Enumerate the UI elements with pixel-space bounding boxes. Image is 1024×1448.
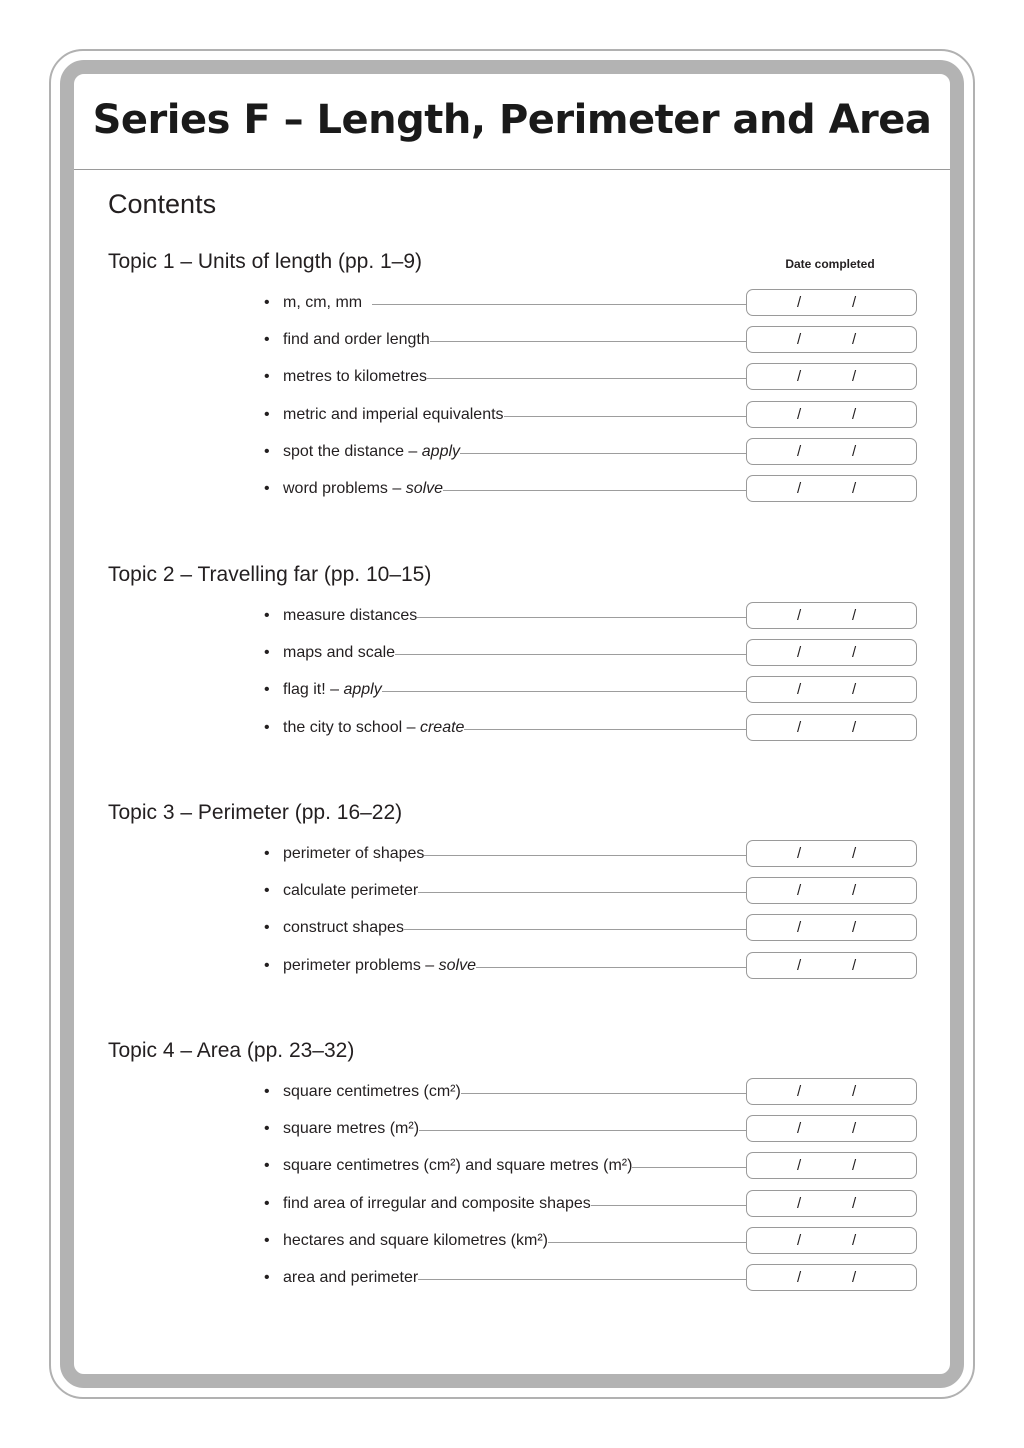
- list-item-label: [283, 1117, 419, 1141]
- list-item-text: find area of irregular and composite shapes: [283, 1195, 591, 1212]
- bullet-icon: •: [264, 368, 270, 385]
- date-completed-header: Date completed: [785, 257, 875, 271]
- leader-line: [372, 378, 748, 379]
- topic-2-title: Topic 2 – Travelling far (pp. 10–15): [108, 563, 432, 586]
- topic-4-title: Topic 4 – Area (pp. 23–32): [108, 1039, 355, 1062]
- date-completed-field[interactable]: [746, 676, 917, 703]
- list-item-text: square centimetres (cm²) and square metres (m²): [283, 1157, 633, 1174]
- date-separator: /: [797, 1232, 802, 1249]
- date-separator: /: [852, 607, 857, 624]
- list-item-label: [283, 678, 382, 702]
- topic-1-title: Topic 1 – Units of length (pp. 1–9): [108, 250, 423, 273]
- list-item: [264, 401, 920, 429]
- bullet-icon: •: [264, 681, 270, 698]
- date-completed-field[interactable]: [746, 714, 917, 741]
- list-item: [264, 326, 920, 354]
- list-item-label: [283, 954, 476, 978]
- leader-line: [372, 654, 748, 655]
- contents-heading: Contents: [108, 189, 217, 219]
- list-item-label: [283, 440, 460, 464]
- date-separator: /: [852, 919, 857, 936]
- date-separator: /: [852, 845, 857, 862]
- date-separator: /: [797, 1157, 802, 1174]
- list-item-label: [283, 604, 417, 628]
- date-separator: /: [852, 331, 857, 348]
- list-item: [264, 914, 920, 942]
- list-item-label: [283, 842, 424, 866]
- list-item-text: measure distances: [283, 607, 418, 624]
- date-completed-field[interactable]: [746, 877, 917, 904]
- bullet-icon: •: [264, 719, 270, 736]
- bullet-icon: •: [264, 1232, 270, 1249]
- bullet-icon: •: [264, 331, 270, 348]
- list-item: [264, 438, 920, 466]
- list-item: [264, 714, 920, 742]
- date-completed-field[interactable]: [746, 914, 917, 941]
- date-completed-field[interactable]: [746, 1190, 917, 1217]
- list-item-text: word problems –: [283, 480, 406, 497]
- list-item-label: [283, 1229, 548, 1253]
- list-item: [264, 289, 920, 317]
- list-item-text: flag it! –: [283, 681, 344, 698]
- list-item-text: perimeter problems –: [283, 957, 439, 974]
- date-separator: /: [797, 644, 802, 661]
- date-separator: /: [852, 294, 857, 311]
- date-completed-field[interactable]: [746, 326, 917, 353]
- date-completed-field[interactable]: [746, 475, 917, 502]
- date-separator: /: [797, 331, 802, 348]
- list-item: [264, 639, 920, 667]
- date-completed-field[interactable]: [746, 363, 917, 390]
- list-item-label: [283, 1080, 461, 1104]
- list-item-text: the city to school –: [283, 719, 420, 736]
- list-item-label: [283, 1266, 418, 1290]
- list-item: [264, 1227, 920, 1255]
- date-separator: /: [797, 368, 802, 385]
- bullet-icon: •: [264, 1269, 270, 1286]
- bullet-icon: •: [264, 919, 270, 936]
- bullet-icon: •: [264, 607, 270, 624]
- list-item-tag: apply: [343, 681, 382, 698]
- date-separator: /: [797, 1269, 802, 1286]
- list-item: [264, 1078, 920, 1106]
- list-item-tag: create: [419, 719, 465, 736]
- list-item-label: [283, 916, 404, 940]
- list-item-text: perimeter of shapes: [283, 845, 425, 862]
- date-completed-field[interactable]: [746, 840, 917, 867]
- list-item-tag: solve: [438, 957, 476, 974]
- list-item-label: [283, 1192, 591, 1216]
- date-completed-field[interactable]: [746, 1264, 917, 1291]
- list-item: [264, 602, 920, 630]
- bullet-icon: •: [264, 845, 270, 862]
- date-separator: /: [852, 406, 857, 423]
- leader-line: [372, 1130, 748, 1131]
- list-item: [264, 363, 920, 391]
- date-separator: /: [797, 845, 802, 862]
- date-completed-field[interactable]: [746, 401, 917, 428]
- list-item: [264, 840, 920, 868]
- leader-line: [372, 304, 748, 305]
- list-item-text: construct shapes: [283, 919, 404, 936]
- bullet-icon: •: [264, 480, 270, 497]
- date-completed-field[interactable]: [746, 602, 917, 629]
- list-item-tag: apply: [421, 443, 461, 460]
- list-item-text: metres to kilometres: [283, 368, 428, 385]
- date-completed-field[interactable]: [746, 1115, 917, 1142]
- date-separator: /: [852, 681, 857, 698]
- list-item-text: square centimetres (cm²): [283, 1083, 461, 1100]
- date-separator: /: [852, 1269, 857, 1286]
- date-separator: /: [797, 681, 802, 698]
- date-separator: /: [797, 919, 802, 936]
- list-item-label: [283, 641, 395, 665]
- list-item-label: [283, 365, 427, 389]
- list-item-text: maps and scale: [283, 644, 396, 661]
- title-divider: [74, 169, 950, 170]
- bullet-icon: •: [264, 882, 270, 899]
- leader-line: [372, 892, 748, 893]
- date-separator: /: [797, 1195, 802, 1212]
- topic-3-title: Topic 3 – Perimeter (pp. 16–22): [108, 801, 403, 824]
- list-item-label: [283, 879, 418, 903]
- list-item: [264, 1264, 920, 1292]
- list-item: [264, 1115, 920, 1143]
- date-completed-field[interactable]: [746, 289, 917, 316]
- list-item-text: calculate perimeter: [283, 882, 419, 899]
- date-separator: /: [852, 882, 857, 899]
- bullet-icon: •: [264, 1120, 270, 1137]
- leader-line: [372, 691, 748, 692]
- date-separator: /: [852, 368, 857, 385]
- leader-line: [372, 617, 748, 618]
- date-separator: /: [852, 1120, 857, 1137]
- bullet-icon: •: [264, 957, 270, 974]
- date-separator: /: [797, 957, 802, 974]
- bullet-icon: •: [264, 1157, 270, 1174]
- date-separator: /: [797, 882, 802, 899]
- date-separator: /: [797, 607, 802, 624]
- date-separator: /: [797, 480, 802, 497]
- date-separator: /: [852, 719, 857, 736]
- list-item: [264, 1152, 920, 1180]
- date-separator: /: [852, 443, 857, 460]
- date-separator: /: [852, 480, 857, 497]
- list-item-text: spot the distance –: [283, 443, 422, 460]
- date-separator: /: [852, 644, 857, 661]
- date-separator: /: [797, 719, 802, 736]
- date-completed-field[interactable]: [746, 952, 917, 979]
- date-separator: /: [852, 957, 857, 974]
- list-item-label: [283, 291, 362, 315]
- date-completed-field[interactable]: [746, 1227, 917, 1254]
- list-item-text: square metres (m²): [283, 1120, 420, 1137]
- list-item: [264, 676, 920, 704]
- leader-line: [372, 929, 748, 930]
- date-separator: /: [797, 294, 802, 311]
- list-item-label: [283, 1154, 632, 1178]
- list-item-label: [283, 716, 464, 740]
- list-item: [264, 475, 920, 503]
- date-separator: /: [852, 1083, 857, 1100]
- list-item-text: find and order length: [283, 331, 430, 348]
- date-separator: /: [852, 1195, 857, 1212]
- list-item: [264, 952, 920, 980]
- date-completed-field[interactable]: [746, 1078, 917, 1105]
- list-item-tag: solve: [405, 480, 444, 497]
- list-item: [264, 877, 920, 905]
- date-separator: /: [852, 1232, 857, 1249]
- date-separator: /: [797, 443, 802, 460]
- list-item-text: hectares and square kilometres (km²): [283, 1232, 548, 1249]
- list-item-text: m, cm, mm: [283, 294, 363, 311]
- date-completed-field[interactable]: [746, 639, 917, 666]
- list-item-label: [283, 403, 504, 427]
- date-completed-field[interactable]: [746, 438, 917, 465]
- bullet-icon: •: [264, 294, 270, 311]
- bullet-icon: •: [264, 1083, 270, 1100]
- bullet-icon: •: [264, 644, 270, 661]
- page-title: Series F – Length, Perimeter and Area: [92, 97, 932, 143]
- date-separator: /: [797, 1120, 802, 1137]
- list-item-label: [283, 477, 443, 501]
- leader-line: [372, 855, 748, 856]
- list-item-text: metric and imperial equivalents: [283, 406, 504, 423]
- date-completed-field[interactable]: [746, 1152, 917, 1179]
- bullet-icon: •: [264, 406, 270, 423]
- bullet-icon: •: [264, 443, 270, 460]
- date-separator: /: [797, 1083, 802, 1100]
- list-item-text: area and perimeter: [283, 1269, 419, 1286]
- list-item: [264, 1190, 920, 1218]
- list-item-label: [283, 328, 430, 352]
- bullet-icon: •: [264, 1195, 270, 1212]
- date-separator: /: [852, 1157, 857, 1174]
- leader-line: [372, 1279, 748, 1280]
- date-separator: /: [797, 406, 802, 423]
